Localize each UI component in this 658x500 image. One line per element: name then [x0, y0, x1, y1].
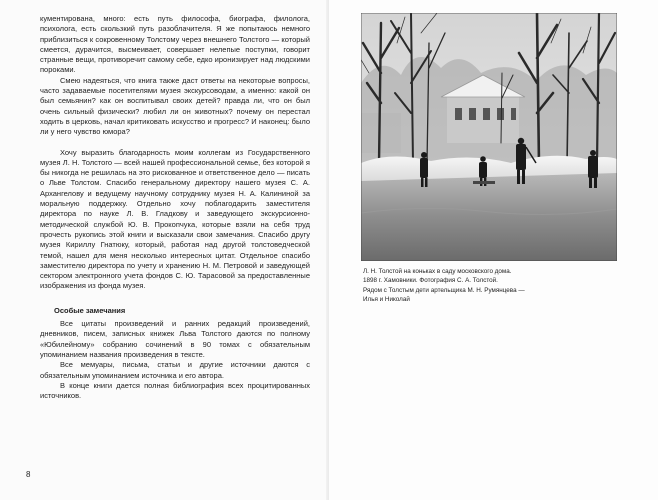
winter-skating-photo	[361, 13, 617, 261]
photo-caption	[363, 267, 603, 304]
page-number: 8	[26, 470, 31, 479]
left-text-column	[40, 14, 310, 401]
caption-line: Л. Н. Толстой на коньках в саду московского дома.	[363, 268, 512, 275]
section-heading: Особые замечания	[54, 305, 126, 315]
paragraph: Все мемуары, письма, статьи и другие источники даются с обязательным упоминанием источника и его автора.	[40, 360, 310, 380]
paragraph: кументирована, много: есть путь философа, биографа, филолога, психолога, есть скользкий путь разоблачителя. Я же попытаюсь немного приблизиться к сокровенному Толстому через внешнего Толстого — который смеется, дурачится, высмеивает, совершает нелепые поступки, говорит странные вещи, противоречит самому себе, едко иронизирует над людскими пороками.	[40, 14, 310, 75]
caption-line: Рядом с Толстым дети артельщика М. Н. Румянцева —	[363, 286, 525, 294]
paragraph: Хочу выразить благодарность моим коллегам из Государственного музея Л. Н. Толстого — всей нашей профессиональной семье, без которой я бы никогда не решилась на это рискованное и ответственное дело — писать о Льве Толстом. Спасибо генеральному директору нашего музея С. А. Архангелову и ведущему научному сотруднику музея Н. А. Калининой за моральную поддержку. Отдельно хочу поблагодарить заместителя директора по науке Л. В. Гладкову и заведующего экскурсионно-методической службой Ю. В. Прокопчука, которые взяли на себя труд прочесть рукопись этой книги и высказали свои замечания. Спасибо другу музея Кириллу Гнатюку, который, работая над другой толстоведческой темой, нашел для меня несколько интересных цитат. Отдельное спасибо заместителю директора по учету и хранению Н. М. Петровой и заведующей сектором электронного учета фондов С. Ю. Тарасовой за предоставленные изображения из фонда музея.	[40, 147, 310, 291]
paragraph: Все цитаты произведений и ранних редакций произведений, дневников, писем, записных книжек Льва Толстого даются по полному «Юбилейному» собранию сочинений в 90 томах с обязательным упоминанием названия произведения в тексте.	[40, 319, 310, 359]
caption-line: Илья и Николай	[363, 295, 410, 303]
paragraph: В конце книги дается полная библиография всех процитированных источников.	[40, 380, 310, 401]
caption-line: 1898 г. Хамовники. Фотография С. А. Толстой.	[363, 277, 498, 285]
paragraph: Смею надеяться, что книга также даст ответы на некоторые вопросы, часто задаваемые посетителями музея экскурсоводам, а именно: какой он был семьянин? как он воспитывал своих детей? правда ли, что он был очень сильный физически? любил ли он животных? почему он перестал ходить в церковь, начал критиковать искусство и прогресс? И наконец: было ли у него чувство юмора?	[40, 75, 310, 137]
